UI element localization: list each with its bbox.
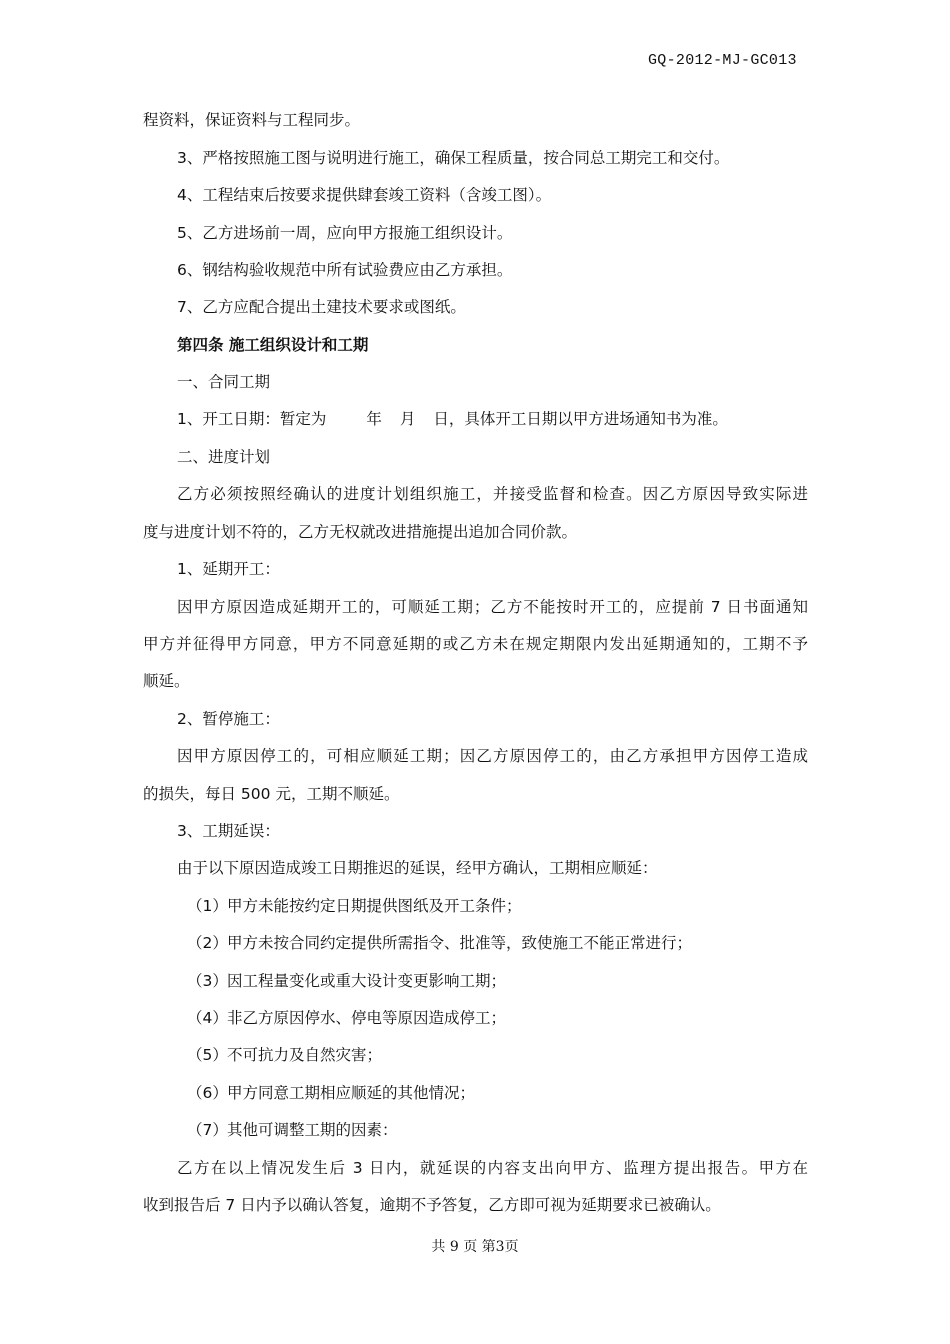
report-paragraph-line-2: 收到报告后 7 日内予以确认答复，逾期不予答复，乙方即可视为延期要求已被确认。: [143, 1196, 721, 1214]
delay-item-text: 非乙方原因停水、停电等原因造成停工；: [227, 1009, 507, 1027]
delay-item: [187, 1083, 475, 1103]
suspension-heading: 2、暂停施工：: [177, 710, 280, 728]
article-4-heading: 第四条 施工组织设计和工期: [177, 336, 369, 354]
delay-item-text: 不可抗力及自然灾害；: [227, 1046, 383, 1064]
delayed-start-line-2: 甲方并征得甲方同意，甲方不同意延期的或乙方未在规定期限内发出延期通知的，工期不予: [143, 635, 808, 653]
paragraph-continuation: 程资料，保证资料与工程同步。: [143, 111, 361, 129]
delay-item-text: 其他可调整工期的因素：: [227, 1121, 398, 1139]
schedule-paragraph-line-2: 度与进度计划不符的，乙方无权就改进措施提出追加合同价款。: [143, 523, 578, 541]
section-schedule-heading: 二、进度计划: [177, 448, 271, 466]
delay-item-text: 甲方未按合同约定提供所需指令、批准等，致使施工不能正常进行；: [227, 934, 693, 952]
delay-item-text: 甲方同意工期相应顺延的其他情况；: [227, 1084, 476, 1102]
delay-item: [187, 1008, 506, 1028]
report-paragraph-line-1: 乙方在以上情况发生后 3 日内，就延误的内容支出向甲方、监理方提出报告。甲方在: [177, 1159, 808, 1177]
delay-item-number: （2）: [187, 934, 228, 952]
delay-item-number: （6）: [187, 1084, 228, 1102]
delay-item: [187, 896, 522, 916]
delayed-start-line-1: 因甲方原因造成延期开工的，可顺延工期；乙方不能按时开工的，应提前 7 日书面通知: [177, 598, 808, 616]
delay-item: [187, 933, 692, 953]
delay-item-text: 甲方未能按约定日期提供图纸及开工条件；: [227, 897, 522, 915]
delay-item: [187, 971, 506, 991]
delay-item: [187, 1045, 382, 1065]
start-date-line: [177, 409, 728, 429]
clause-6: 6、钢结构验收规范中所有试验费应由乙方承担。: [177, 261, 513, 279]
clause-4: 4、工程结束后按要求提供肆套竣工资料（含竣工图）。: [177, 186, 552, 204]
suspension-line-2: 的损失，每日 500 元，工期不顺延。: [143, 785, 400, 803]
suspension-line-1: 因甲方原因停工的，可相应顺延工期；因乙方原因停工的，由乙方承担甲方因停工造成: [177, 747, 808, 765]
delay-heading: 3、工期延误：: [177, 822, 280, 840]
delay-item-number: （7）: [187, 1121, 228, 1139]
schedule-paragraph-line-1: 乙方必须按照经确认的进度计划组织施工，并接受监督和检查。因乙方原因导致实际进: [177, 485, 808, 503]
start-date-prefix: 1、开工日期：暂定为: [177, 410, 327, 428]
clause-3: 3、严格按照施工图与说明进行施工，确保工程质量，按合同总工期完工和交付。: [177, 149, 730, 167]
start-date-suffix: 日，具体开工日期以甲方进场通知书为准。: [433, 410, 728, 428]
clause-7: 7、乙方应配合提出土建技术要求或图纸。: [177, 298, 466, 316]
start-date-month: 月: [399, 410, 416, 428]
delay-item-number: （5）: [187, 1046, 228, 1064]
start-date-year: 年: [366, 410, 382, 428]
delay-item-text: 因工程量变化或重大设计变更影响工期；: [227, 972, 507, 990]
delayed-start-line-3: 顺延。: [143, 672, 190, 690]
delayed-start-heading: 1、延期开工：: [177, 560, 280, 578]
document-code: GQ-2012-MJ-GC013: [648, 52, 797, 69]
clause-5: 5、乙方进场前一周，应向甲方报施工组织设计。: [177, 224, 513, 242]
delay-item-number: （3）: [187, 972, 228, 990]
delay-item: [187, 1120, 398, 1140]
delay-item-number: （4）: [187, 1009, 228, 1027]
section-contract-period-heading: 一、合同工期: [177, 373, 271, 391]
delay-intro: 由于以下原因造成竣工日期推迟的延误，经甲方确认，工期相应顺延：: [177, 859, 658, 877]
page-footer: 共 9 页 第3页: [431, 1239, 519, 1255]
delay-item-number: （1）: [187, 897, 228, 915]
